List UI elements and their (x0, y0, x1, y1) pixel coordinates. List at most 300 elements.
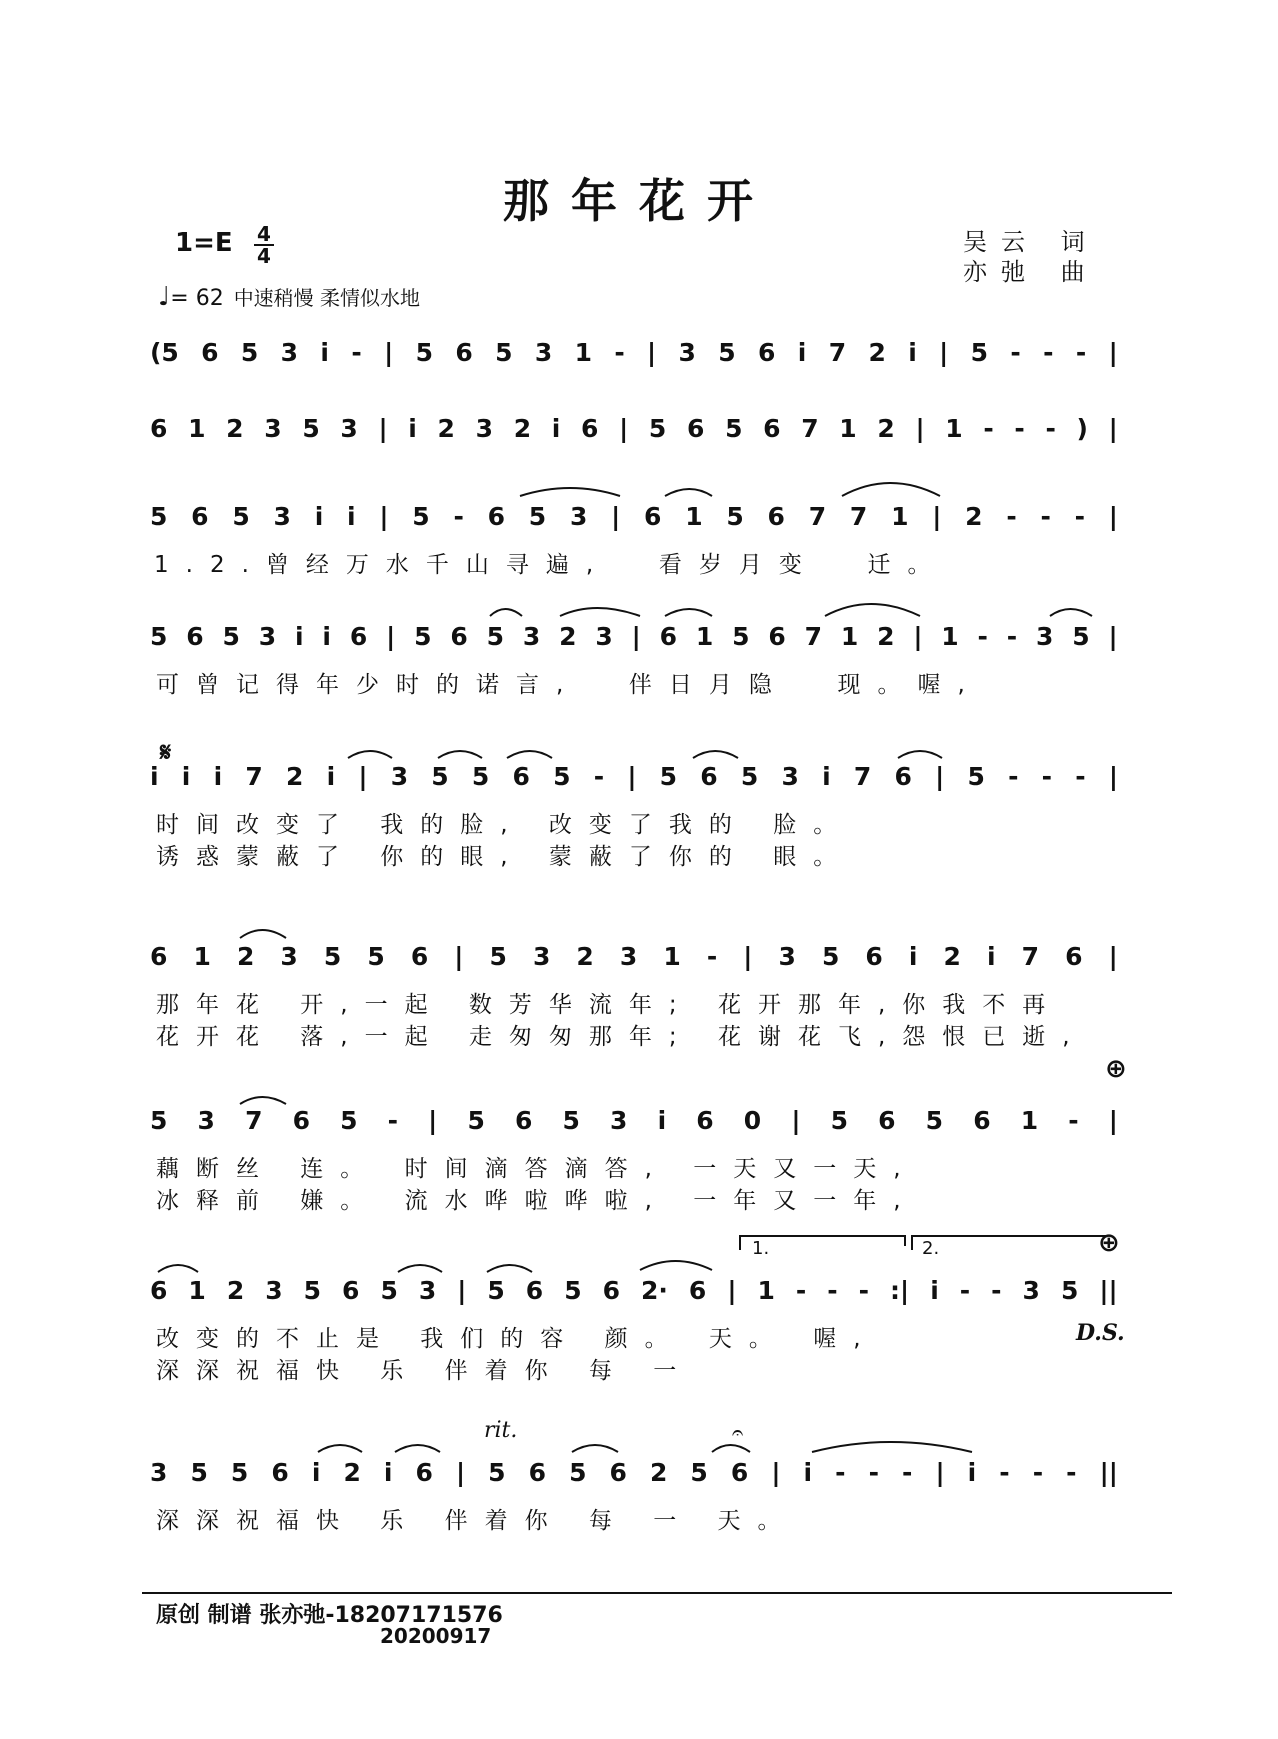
notation-system (150, 942, 1118, 971)
note-digit: 6 (201, 338, 219, 367)
note-digit: 5 (564, 1276, 582, 1305)
note-digit: 3 (678, 338, 696, 367)
note-digit: i (322, 622, 331, 651)
barline: | (384, 338, 394, 367)
note-digit: 7 (801, 414, 819, 443)
slur (665, 489, 712, 496)
note-digit: - (827, 1276, 838, 1305)
note-digit: i (967, 1458, 977, 1487)
note-digit: 5 (925, 1106, 944, 1135)
note-digit: 6 (292, 1106, 310, 1135)
note-digit: 2 (877, 414, 895, 443)
lyric-line: 冰释前 嫌。 流水哗啦哗啦, 一年又一年, (156, 1188, 918, 1214)
note-digit: i (822, 762, 831, 791)
barline: | (743, 942, 753, 971)
footer-rule (142, 1592, 1172, 1594)
note-digit: 5 (970, 338, 989, 367)
note-digit: 5 (240, 338, 259, 367)
note-digit: 5 (190, 1458, 208, 1487)
note-digit: 6 (415, 1458, 433, 1487)
slur (398, 1265, 442, 1272)
notation-system (150, 622, 1118, 651)
notation-system (150, 414, 1118, 443)
note-digit: 5 (414, 622, 432, 651)
composer-credit: 亦弛 曲 (963, 258, 1099, 286)
slur (395, 1445, 440, 1452)
note-digit: 6 (410, 942, 429, 971)
quarter-note-icon: ♩ (158, 282, 171, 312)
slur (560, 608, 640, 616)
lyric-line: 诱惑蒙蔽了 你的眼, 蒙蔽了你的 眼。 (156, 844, 854, 870)
note-digit: 6 (878, 1106, 896, 1135)
note-digit: 5 (412, 502, 430, 531)
note-digit: 7 (853, 762, 872, 791)
key-signature: 1=E (175, 228, 233, 258)
slur (520, 488, 620, 496)
lyric-line: 1.2.曾经万水千山寻遍, 看岁月变 迁。 (154, 552, 948, 578)
note-digit: 6 (609, 1458, 627, 1487)
volta-bracket-second (912, 1236, 1108, 1250)
barline: | (1108, 622, 1118, 651)
note-digit: 5 (415, 338, 433, 367)
note-digit: 2 (343, 1458, 361, 1487)
note-digit: 5 (302, 414, 320, 443)
slur (240, 1097, 286, 1104)
note-digit: - (991, 1276, 1002, 1305)
note-digit: i (181, 762, 191, 791)
note-digit: 3 (418, 1276, 437, 1305)
note-digit: 5 (486, 622, 504, 651)
note-digit: - (1075, 762, 1086, 791)
note-digit: 5 (569, 1458, 587, 1487)
notation-system (150, 502, 1118, 531)
note-digit: 2· (641, 1276, 668, 1305)
note-digit: - (1040, 502, 1051, 531)
note-digit: - (977, 622, 988, 651)
note-digit: - (1006, 622, 1018, 651)
note-digit: 6 (688, 1276, 707, 1305)
barline: | (457, 1276, 467, 1305)
lyric-line: 深深祝福快 乐 伴着你 每 一 天。 (156, 1508, 798, 1534)
barline: | (386, 622, 396, 651)
footer-date: 20200917 (380, 1624, 492, 1648)
note-digit: 1 (188, 414, 206, 443)
note-digit: 6 (191, 502, 209, 531)
note-digit: 3 (569, 502, 588, 531)
note-digit: i (326, 762, 336, 791)
note-digit: 2 (965, 502, 983, 531)
note-digit: - (959, 1276, 971, 1305)
note-digit: 3 (534, 338, 553, 367)
note-digit: 5 (323, 942, 342, 971)
note-digit: 6 (767, 502, 785, 531)
note-digit: - (999, 1458, 1010, 1487)
note-digit: 1 (1020, 1106, 1039, 1135)
note-digit: 6 (758, 338, 776, 367)
note-digit: 3 (1022, 1276, 1040, 1305)
barline: | (913, 622, 923, 651)
note-digit: 3 (280, 338, 299, 367)
footer-credit: 原创 制谱 张亦弛-18207171576 (156, 1603, 503, 1628)
note-digit: 5 (718, 338, 736, 367)
note-digit: - (858, 1276, 870, 1305)
note-digit: 6 (150, 942, 168, 971)
note-digit: 5 (821, 942, 840, 971)
note-digit: 7 (849, 502, 868, 531)
barline: | (1108, 338, 1118, 367)
barline: | (915, 414, 925, 443)
note-digit: 2 (226, 1276, 245, 1305)
note-digit: 3 (197, 1106, 215, 1135)
note-digit: 1 (839, 414, 857, 443)
note-digit: 5 (495, 338, 513, 367)
note-digit: 3 (265, 1276, 283, 1305)
note-digit: 5 (967, 762, 985, 791)
lyric-line: 那年花 开,一起 数芳华流年; 花开那年,你我不再 (156, 992, 1063, 1018)
note-digit: 3 (610, 1106, 628, 1135)
tempo-value: = 62 (170, 286, 224, 311)
barline: | (631, 622, 641, 651)
note-digit: 5 (230, 1458, 249, 1487)
note-digit: 5 (553, 762, 571, 791)
fermata-icon: 𝄐 (732, 1420, 744, 1444)
note-digit: 5 (222, 622, 240, 651)
note-digit: i (908, 338, 917, 367)
note-digit: 6 (730, 1458, 749, 1487)
note-digit: 5 (726, 502, 744, 531)
note-digit: i (551, 414, 561, 443)
note-digit: 6 (763, 414, 781, 443)
notation-system (150, 762, 1118, 791)
note-digit: (5 (150, 338, 179, 367)
note-digit: 6 (150, 1276, 168, 1305)
note-digit: - (706, 942, 718, 971)
note-digit: 5 (303, 1276, 322, 1305)
segno-icon: 𝄋 (160, 738, 172, 768)
note-digit: 1 (663, 942, 681, 971)
note-digit: 3 (264, 414, 282, 443)
note-digit: - (614, 338, 625, 367)
note-digit: 5 (150, 502, 168, 531)
note-digit: 5 (562, 1106, 580, 1135)
note-digit: 7 (808, 502, 827, 531)
note-digit: 3 (781, 762, 799, 791)
note-digit: i (213, 762, 223, 791)
time-signature-bottom: 4 (257, 244, 271, 268)
slur (487, 1265, 532, 1272)
note-digit: i (908, 942, 918, 971)
note-digit: i (383, 1458, 393, 1487)
note-digit: 1 (695, 622, 714, 651)
note-digit: 2 (576, 942, 594, 971)
barline: || (1099, 1276, 1118, 1305)
lyric-line: 花开花 落,一起 走匆匆那年; 花谢花飞,怨恨已逝, (156, 1024, 1087, 1050)
barline: | (647, 338, 657, 367)
note-digit: 6 (973, 1106, 991, 1135)
note-digit: 6 (644, 502, 662, 531)
slur (318, 1445, 362, 1452)
slur (665, 609, 712, 616)
barline: | (454, 942, 464, 971)
note-digit: - (351, 338, 362, 367)
note-digit: 2 (943, 942, 961, 971)
barline: | (455, 1458, 466, 1487)
barline: | (935, 762, 945, 791)
note-digit: i (295, 622, 304, 651)
barline: || (1099, 1458, 1118, 1487)
slur (240, 930, 286, 938)
volta-first-label: 1. (752, 1238, 770, 1259)
slur (712, 1445, 750, 1452)
barline: | (379, 502, 389, 531)
note-digit: i (930, 1276, 939, 1305)
note-digit: 5 (690, 1458, 708, 1487)
note-digit: 6 (349, 622, 368, 651)
note-digit: 6 (865, 942, 883, 971)
note-digit: 5 (1060, 1276, 1079, 1305)
note-digit: 3 (273, 502, 291, 531)
barline: | (1108, 502, 1118, 531)
note-digit: 1 (574, 338, 592, 367)
note-digit: 2 (226, 414, 244, 443)
note-digit: i (408, 414, 417, 443)
note-digit: - (1043, 338, 1054, 367)
note-digit: - (868, 1458, 879, 1487)
note-digit: i (320, 338, 329, 367)
note-digit: 5 (471, 762, 490, 791)
note-digit: 6 (512, 762, 530, 791)
note-digit: - (1074, 502, 1086, 531)
note-digit: 2 (236, 942, 255, 971)
barline: | (1108, 1106, 1118, 1135)
barline: | (1108, 762, 1118, 791)
note-digit: i (347, 502, 356, 531)
note-digit: 5 (1072, 622, 1090, 651)
barline: | (619, 414, 629, 443)
note-digit: 3 (522, 622, 541, 651)
note-digit: 5 (528, 502, 547, 531)
notation-system (150, 1106, 1118, 1135)
note-digit: 7 (828, 338, 847, 367)
note-digit: 1 (757, 1276, 775, 1305)
barline: | (939, 338, 949, 367)
lyric-line: 时间改变了 我的脸, 改变了我的 脸。 (156, 812, 854, 838)
slur (1050, 609, 1092, 616)
slur (438, 751, 482, 758)
note-digit: 1 (193, 942, 211, 971)
note-digit: - (1041, 762, 1053, 791)
coda-icon: ⊕ (1105, 1054, 1127, 1084)
note-digit: 5 (830, 1106, 848, 1135)
note-digit: - (1032, 1458, 1044, 1487)
note-digit: 6 (150, 414, 168, 443)
note-digit: - (387, 1106, 399, 1135)
note-digit: 6 (700, 762, 718, 791)
note-digit: 0 (743, 1106, 762, 1135)
slur (572, 1445, 618, 1452)
note-digit: 5 (380, 1276, 398, 1305)
note-digit: 3 (340, 414, 358, 443)
note-digit: 6 (581, 414, 599, 443)
note-digit: 6 (696, 1106, 714, 1135)
note-digit: i (987, 942, 996, 971)
note-digit: - (1008, 762, 1019, 791)
note-digit: 3 (1036, 622, 1054, 651)
note-digit: - (1006, 502, 1017, 531)
lyricist-credit: 吴云 词 (963, 228, 1099, 256)
barline: | (627, 762, 637, 791)
ritardando-label: rit. (484, 1418, 518, 1443)
note-digit: 6 (186, 622, 204, 651)
note-digit: 3 (280, 942, 298, 971)
note-digit: 1 (685, 502, 703, 531)
time-signature (254, 224, 274, 266)
note-digit: 6 (602, 1276, 621, 1305)
note-digit: 1 (188, 1276, 206, 1305)
barline: | (727, 1276, 737, 1305)
note-digit: 5 (467, 1106, 485, 1135)
barline: | (358, 762, 368, 791)
slur (640, 1261, 712, 1270)
note-digit: 5 (489, 942, 507, 971)
note-digit: 5 (431, 762, 449, 791)
slur (158, 1265, 198, 1272)
lyric-line: 可曾记得年少时的诺言, 伴日月隐 现。喔, (156, 672, 982, 698)
note-digit: 6 (768, 622, 786, 651)
slur (825, 604, 920, 616)
note-digit: 1 (941, 622, 959, 651)
note-digit: 7 (1021, 942, 1040, 971)
notation-system (150, 1276, 1118, 1305)
lyric-line: 藕断丝 连。 时间滴答滴答, 一天又一天, (156, 1156, 918, 1182)
note-digit: - (983, 414, 994, 443)
slur (842, 483, 940, 496)
note-digit: 3 (778, 942, 796, 971)
score-title: 那年花开 (503, 174, 775, 228)
barline: | (791, 1106, 801, 1135)
note-digit: 1 (891, 502, 909, 531)
note-digit: 1 (945, 414, 963, 443)
barline: | (428, 1106, 438, 1135)
barline: | (1108, 942, 1118, 971)
note-digit: i (311, 1458, 321, 1487)
note-digit: - (795, 1276, 807, 1305)
lyric-line: 深深祝福快 乐 伴着你 每 一 (156, 1358, 694, 1384)
note-digit: 5 (367, 942, 385, 971)
barline: | (611, 502, 621, 531)
note-digit: 6 (659, 622, 677, 651)
notation-system (150, 1458, 1118, 1487)
slur (348, 751, 392, 758)
note-digit: 2 (649, 1458, 668, 1487)
note-digit: - (1014, 414, 1025, 443)
note-digit: 5 (232, 502, 250, 531)
note-digit: i (797, 338, 807, 367)
note-digit: - (1045, 414, 1056, 443)
notation-system (150, 338, 1118, 367)
note-digit: 7 (245, 1106, 263, 1135)
note-digit: i (803, 1458, 813, 1487)
note-digit: - (593, 762, 605, 791)
note-digit: 2 (877, 622, 895, 651)
note-digit: 2 (559, 622, 577, 651)
barline: | (1108, 414, 1118, 443)
note-digit: 7 (804, 622, 822, 651)
da-segno-label: D.S. (1076, 1320, 1125, 1346)
note-digit: 6 (894, 762, 912, 791)
tempo-marking (158, 282, 420, 312)
note-digit: 5 (732, 622, 750, 651)
note-digit: 2 (868, 338, 886, 367)
note-digit: 6 (455, 338, 473, 367)
volta-second-label: 2. (922, 1238, 940, 1259)
note-digit: - (835, 1458, 846, 1487)
slur (898, 751, 942, 758)
note-digit: 3 (150, 1458, 168, 1487)
note-digit: - (902, 1458, 913, 1487)
note-digit: 6 (525, 1276, 544, 1305)
note-digit: 5 (648, 414, 667, 443)
note-digit: 1 (840, 622, 859, 651)
note-digit: 5 (150, 1106, 168, 1135)
note-digit: - (1068, 1106, 1079, 1135)
note-digit: 6 (528, 1458, 547, 1487)
note-digit: 3 (390, 762, 409, 791)
note-digit: 5 (740, 762, 759, 791)
lyric-line: 改变的不止是 我们的容 颜。 天。 喔, (156, 1326, 878, 1352)
tempo-expression: 中速稍慢 柔情似水地 (233, 286, 421, 310)
note-digit: 5 (488, 1458, 506, 1487)
note-digit: 6 (450, 622, 468, 651)
time-signature-top: 4 (257, 222, 271, 246)
coda-icon: ⊕ (1098, 1228, 1120, 1258)
note-digit: 3 (258, 622, 277, 651)
note-digit: 2 (513, 414, 532, 443)
barline: :| (890, 1276, 910, 1305)
note-digit: 6 (271, 1458, 289, 1487)
barline: | (771, 1458, 781, 1487)
note-digit: - (1075, 338, 1087, 367)
slur (693, 751, 738, 758)
note-digit: 3 (595, 622, 613, 651)
note-digit: - (1066, 1458, 1077, 1487)
note-digit: 7 (245, 762, 263, 791)
barline: | (378, 414, 388, 443)
note-digit: i (657, 1106, 667, 1135)
note-digit: i (314, 502, 324, 531)
note-digit: 6 (487, 502, 506, 531)
note-digit: 6 (514, 1106, 533, 1135)
note-digit: 6 (1065, 942, 1083, 971)
note-digit: 5 (340, 1106, 358, 1135)
slur (490, 609, 522, 616)
note-digit: - (453, 502, 464, 531)
note-digit: 6 (686, 414, 705, 443)
note-digit: 5 (487, 1276, 505, 1305)
slur (812, 1442, 972, 1452)
note-digit: - (1010, 338, 1021, 367)
note-digit: 5 (150, 622, 168, 651)
note-digit: 5 (659, 762, 678, 791)
note-digit: 3 (475, 414, 494, 443)
slur (507, 751, 552, 758)
note-digit: 6 (342, 1276, 360, 1305)
note-digit: 5 (725, 414, 743, 443)
note-digit: 3 (532, 942, 551, 971)
note-digit: 3 (619, 942, 638, 971)
barline: | (935, 1458, 945, 1487)
barline: | (932, 502, 942, 531)
